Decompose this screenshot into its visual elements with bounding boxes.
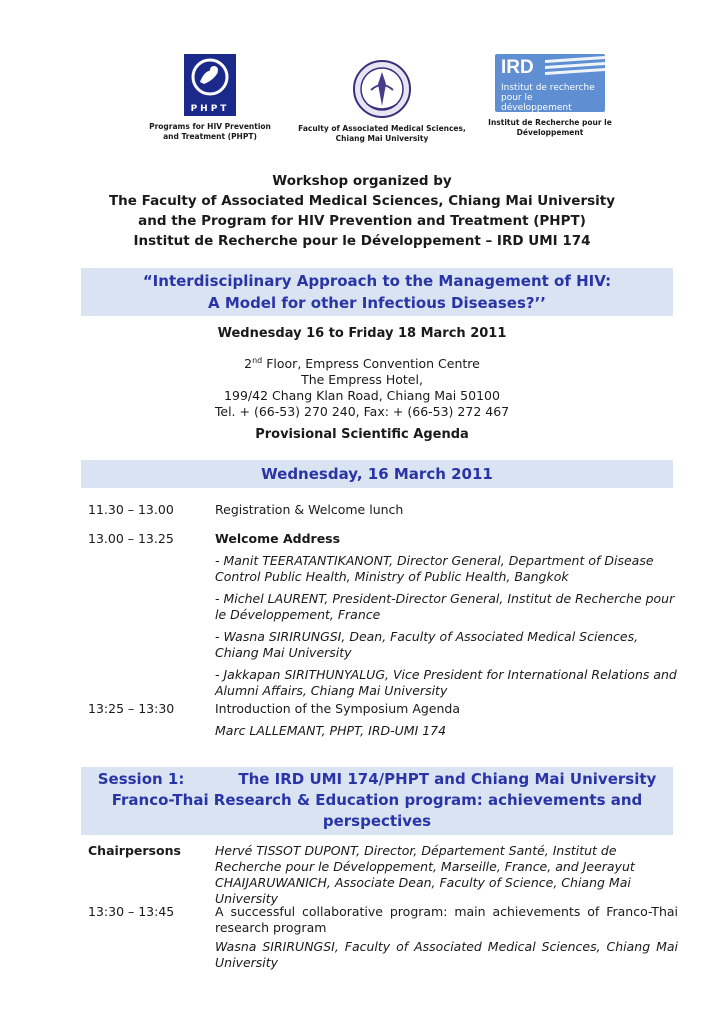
- talk-speaker: Wasna SIRIRUNGSI, Faculty of Associated Medical Sciences, Chiang Mai University: [215, 939, 678, 970]
- talk-title: A successful collaborative program: main achievements of Franco-Thai research program: [215, 904, 678, 935]
- session-line-3: perspectives: [322, 812, 432, 830]
- organizer-line-2: The Faculty of Associated Medical Sciences, Chiang Mai University: [108, 193, 616, 209]
- venue-phone: Tel. + (66-53) 270 240, Fax: + (66-53) 272 467: [214, 404, 510, 420]
- organizer-heading: [0, 171, 724, 251]
- venue-block: [0, 353, 724, 420]
- schedule-desc: [215, 531, 678, 699]
- venue-address: 199/42 Chang Klan Road, Chiang Mai 50100: [224, 388, 500, 404]
- schedule-desc: [215, 904, 678, 971]
- day-header: Wednesday, 16 March 2011: [81, 460, 673, 488]
- session-title-1: The IRD UMI 174/PHPT and Chiang Mai University: [238, 770, 657, 788]
- phpt-logo-text: PHPT: [184, 104, 236, 114]
- agenda-title: Provisional Scientific Agenda: [255, 427, 469, 442]
- schedule-title: Registration & Welcome lunch: [215, 502, 404, 517]
- schedule-time: 13.00 – 13.25: [88, 531, 174, 546]
- chairpersons-text: Hervé TISSOT DUPONT, Director, Département Santé, Institut de Recherche pour le Développement, Marseille, France, and Jeerayut CHAIJARUWANICH, Associate Dean, Faculty of Science, Chiang Mai University: [215, 843, 635, 906]
- speaker-entry: Marc LALLEMANT, PHPT, IRD-UMI 174: [215, 723, 447, 738]
- session-header: [81, 767, 673, 835]
- logo-row: [0, 54, 724, 164]
- speaker-entry: - Manit TEERATANTIKANONT, Director General, Department of Disease Control Public Health, Ministry of Public Health, Bangkok: [215, 553, 654, 584]
- speaker-entry: - Wasna SIRIRUNGSI, Dean, Faculty of Associated Medical Sciences, Chiang Mai University: [215, 629, 639, 660]
- title-line-2: A Model for other Infectious Diseases?’’: [208, 294, 546, 312]
- venue-floor-num: 2: [244, 356, 253, 372]
- session-line-2: Franco-Thai Research & Education program: achievements and: [111, 791, 643, 809]
- phpt-emblem-icon: [184, 54, 236, 100]
- phpt-logo-block: [140, 54, 280, 142]
- schedule-title: Introduction of the Symposium Agenda: [215, 701, 461, 716]
- phpt-logo: [184, 54, 236, 116]
- ird-mark: IRD: [501, 57, 534, 78]
- title-line-1: “Interdisciplinary Approach to the Management of HIV:: [142, 272, 612, 290]
- schedule-time: 13:25 – 13:30: [88, 701, 175, 716]
- ird-subtitle-1: Institut de recherche: [501, 83, 595, 93]
- venue-floor: [0, 353, 724, 372]
- speaker-entry: - Jakkapan SIRITHUNYALUG, Vice President for International Relations and Alumni Affairs, Chiang Mai University: [215, 667, 677, 698]
- venue-hotel: The Empress Hotel,: [301, 372, 423, 388]
- fams-seal-icon: [353, 60, 411, 118]
- organizer-line-4: Institut de Recherche pour le Développement – IRD UMI 174: [133, 233, 591, 249]
- schedule-time: 11.30 – 13.00: [88, 502, 174, 517]
- workshop-title-band: [81, 268, 673, 316]
- fams-caption: Faculty of Associated Medical Sciences, Chiang Mai University: [298, 124, 466, 143]
- ird-logo-block: [480, 54, 620, 138]
- session-label: Session 1:: [97, 770, 185, 788]
- phpt-caption: Programs for HIV Prevention and Treatment (PHPT): [149, 122, 271, 141]
- fams-seal: [353, 60, 411, 118]
- fams-logo-block: [296, 60, 468, 144]
- organizer-line-1: Workshop organized by: [272, 173, 452, 189]
- workshop-dates: Wednesday 16 to Friday 18 March 2011: [217, 326, 507, 341]
- schedule-desc: [215, 701, 678, 739]
- session-line-1: [81, 767, 673, 790]
- schedule-time: 13:30 – 13:45: [88, 904, 175, 919]
- ird-subtitle: [501, 83, 605, 112]
- schedule-title: Welcome Address: [215, 531, 341, 546]
- ird-subtitle-2: pour le développement: [501, 93, 572, 112]
- ird-logo: [495, 54, 605, 112]
- venue-floor-sup: nd: [252, 356, 263, 365]
- ird-caption: Institut de Recherche pour le Développement: [488, 118, 612, 137]
- organizer-line-3: and the Program for HIV Prevention and Treatment (PHPT): [138, 213, 586, 229]
- venue-floor-rest: Floor, Empress Convention Centre: [262, 356, 480, 372]
- chairpersons-label: Chairpersons: [88, 843, 181, 858]
- speaker-entry: - Michel LAURENT, President-Director General, Institut de Recherche pour le Développement, France: [215, 591, 675, 622]
